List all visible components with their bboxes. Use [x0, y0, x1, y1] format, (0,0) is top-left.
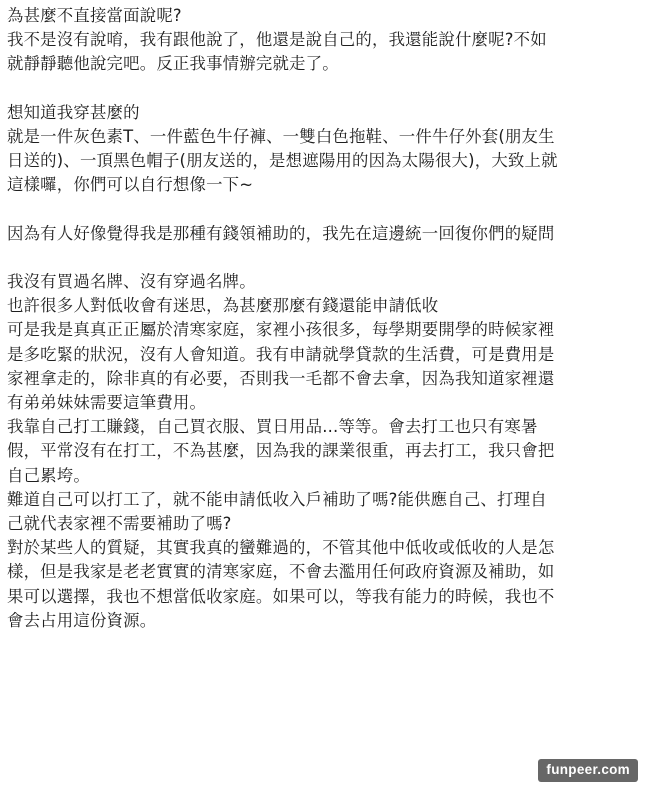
paragraph-break — [7, 246, 639, 270]
text-line: 難道自己可以打工了，就不能申請低收入戶補助了嗎?能供應自己、打理自 — [7, 489, 547, 509]
text-line: 就靜靜聽他說完吧。反正我事情辦完就走了。 — [7, 54, 339, 74]
text-line: 有弟弟妹妹需要這筆費用。 — [7, 393, 207, 412]
text-line: 我不是沒有說唷，我有跟他說了，他還是說自己的，我還能說什麼呢?不如 — [7, 30, 547, 50]
text-line: 因為有人好像覺得我是那種有錢領補助的，我先在這邊統一回復你們的疑問 — [7, 223, 555, 243]
paragraph-break — [7, 77, 639, 101]
text-line: 果可以選擇，我也不想當低收家庭。如果可以，等我有能力的時候，我也不 — [7, 586, 555, 606]
text-line: 日送的)、一頂黑色帽子(朋友送的，是想遮陽用的因為太陽很大)，大致上就 — [7, 151, 558, 171]
watermark-label: funpeer.com — [538, 759, 638, 782]
post-body — [7, 4, 639, 633]
text-line: 自己累垮。 — [7, 465, 90, 485]
text-line: 可是我是真真正正屬於清寒家庭，家裡小孩很多，每學期要開學的時候家裡 — [7, 320, 555, 340]
text-line: 是多吃緊的狀況，沒有人會知道。我有申請就學貸款的生活費，可是費用是 — [7, 344, 555, 364]
text-line: 也許很多人對低收會有迷思，為甚麼那麼有錢還能申請低收 — [7, 296, 439, 316]
text-line: 這樣囉，你們可以自行想像一下~ — [7, 175, 254, 195]
text-line: 對於某些人的質疑，其實我真的蠻難過的，不管其他中低收或低收的人是怎 — [7, 538, 555, 558]
text-line: 假，平常沒有在打工，不為甚麼，因為我的課業很重，再去打工，我只會把 — [7, 441, 555, 461]
text-line: 就是一件灰色素T、一件藍色牛仔褲、一雙白色拖鞋、一件牛仔外套(朋友生 — [7, 126, 555, 146]
paragraph-break — [7, 198, 639, 222]
text-line: 樣，但是我家是老老實實的清寒家庭，不會去濫用任何政府資源及補助，如 — [7, 562, 555, 582]
text-line: 會去占用這份資源。 — [7, 610, 157, 630]
text-line: 想知道我穿甚麼的 — [7, 102, 140, 122]
text-line: 家裡拿走的，除非真的有必要，否則我一毛都不會去拿，因為我知道家裡還 — [7, 368, 555, 388]
text-line: 我沒有買過名牌、沒有穿過名牌。 — [7, 272, 256, 292]
text-line: 己就代表家裡不需要補助了嗎? — [7, 513, 232, 533]
text-line: 為甚麼不直接當面說呢? — [7, 6, 182, 25]
text-line: 我靠自己打工賺錢，自己買衣服、買日用品...等等。會去打工也只有寒暑 — [7, 417, 538, 437]
